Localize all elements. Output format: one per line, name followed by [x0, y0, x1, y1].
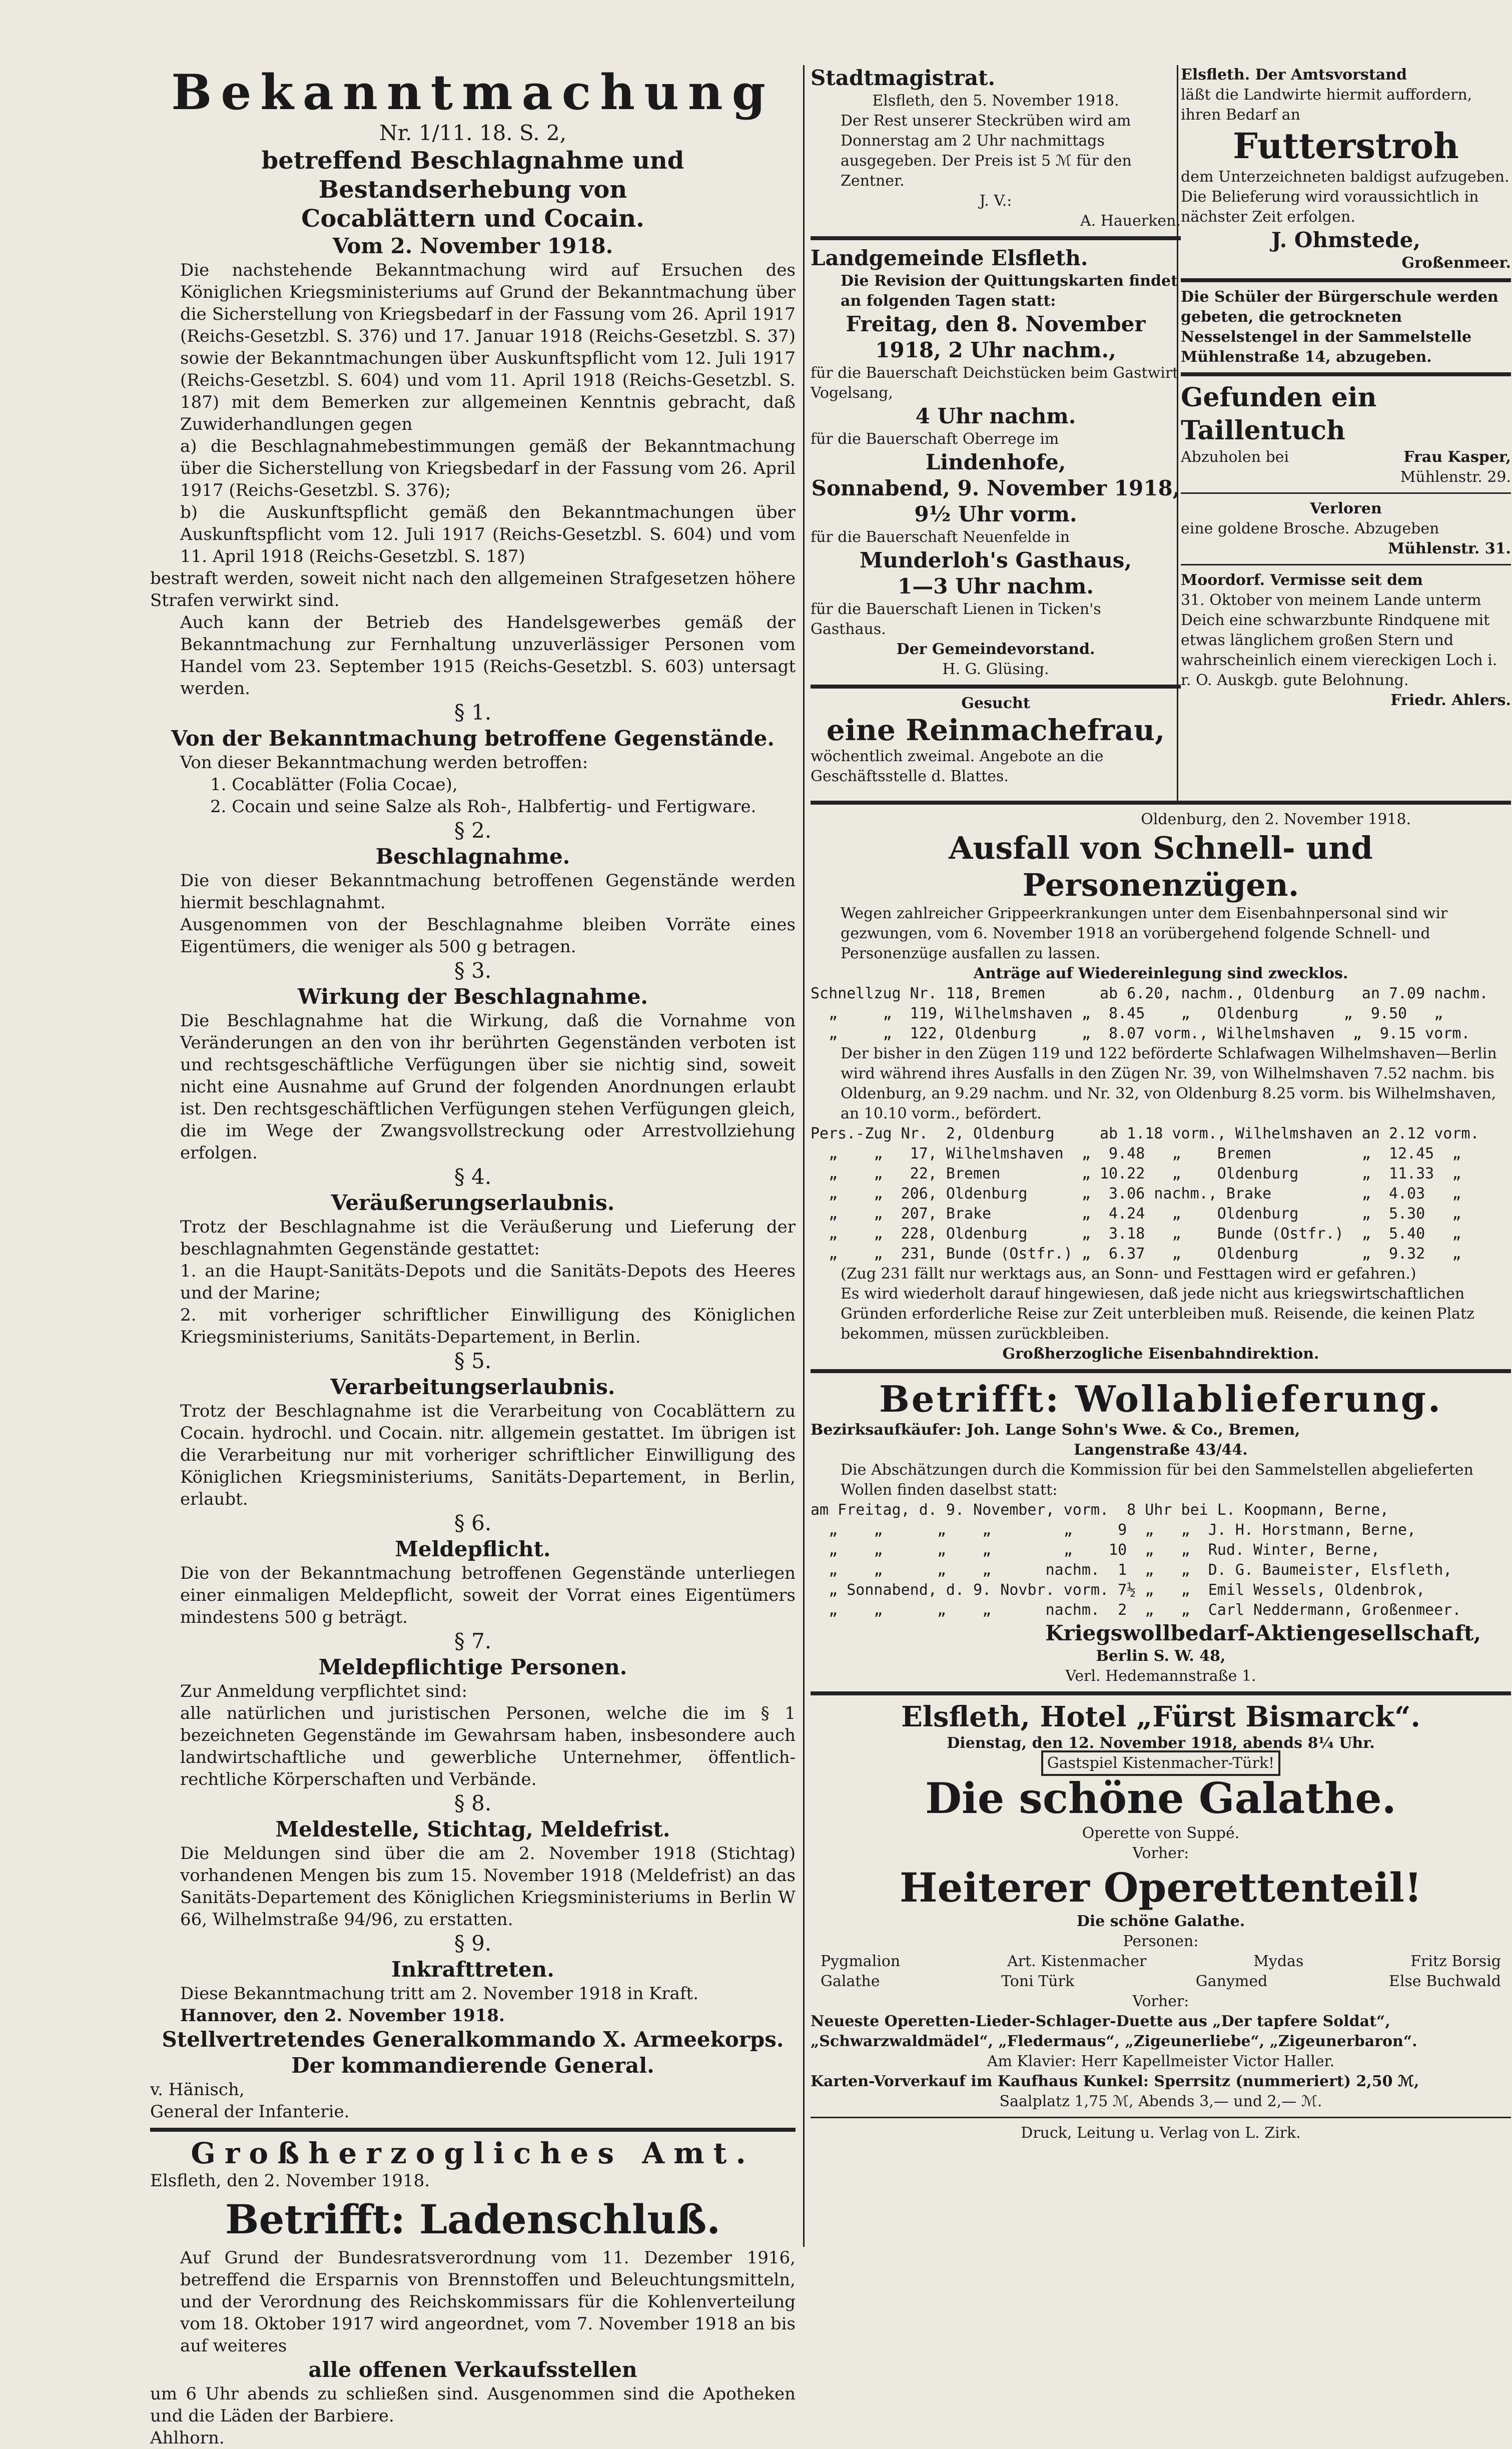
section-number: § 7. — [454, 1629, 492, 1653]
futterstroh-big: Futterstroh — [1233, 125, 1459, 167]
section-heading: Meldepflicht. — [395, 1537, 551, 1561]
place-date: Hannover, den 2. November 1918. — [180, 2006, 505, 2026]
woll-row: am Freitag, d. 9. November, vorm. 8 Uhr bei L. Koopmann, Berne, — [811, 1501, 1389, 1519]
divider — [811, 2117, 1511, 2118]
woll-row: „ Sonnabend, d. 9. Novbr. vorm. 7½ „ „ Emil Wessels, Oldenbrok, — [811, 1581, 1425, 1599]
paragraph: um 6 Uhr abends zu schließen sind. Ausgenommen sind die Apotheken und die Läden der Barbiere. — [150, 2384, 796, 2426]
train-table-express — [811, 984, 1511, 1044]
woll-row: „ „ „ „ „ 10 „ „ Rud. Winter, Berne, — [811, 1541, 1380, 1559]
bahn-note: Anträge auf Wiedereinlegung sind zwecklos. — [973, 965, 1348, 982]
gefunden-big: Gefunden ein Taillentuch — [1181, 382, 1377, 446]
paragraph: Es wird wiederholt darauf hingewiesen, daß jede nicht aus kriegswirtschaftlichen Gründen erforderliche Reise zur Zeit unterbleiben muß. Reisende, die keinen Platz bekommen, müssen zurückbleiben. — [841, 1285, 1474, 1343]
woll-address: Langenstraße 43/44. — [1074, 1441, 1248, 1459]
paragraph: Auf Grund der Bundesratsverordnung vom 11. Dezember 1916, betreffend die Ersparnis von Brennstoffen und Beleuchtungsmitteln, und der Verordnung des Reichskommissars für die Kohlenverteilung vom 18. Oktober 1917 wird angeordnet, vom 7. November 1918 an bis auf weiteres — [180, 2248, 796, 2356]
hotel-date: Dienstag, den 12. November 1918, abends 8¼ Uhr. — [947, 1734, 1375, 1752]
cast-row — [811, 1972, 1511, 1992]
section-heading: Meldepflichtige Personen. — [318, 1655, 627, 1679]
moordorf-heading: Moordorf. Vermisse seit dem — [1181, 571, 1423, 589]
hotel-gastspiel — [811, 1753, 1511, 1773]
signature-line: Stellvertretendes Generalkommando X. Armeekorps. — [162, 2027, 784, 2052]
train-row: „ „ 207, Brake „ 4.24 „ Oldenburg „ 5.30 „ — [811, 1205, 1461, 1222]
paragraph: Die von der Bekanntmachung betroffenen Gegenstände unterliegen einer einmaligen Meldepflicht, soweit der Vorrat eines Eigentümers mindestens 500 g beträgt. — [180, 1563, 796, 1627]
moordorf-signature: Friedr. Ahlers. — [1390, 692, 1511, 709]
section-number: § 8. — [454, 1791, 492, 1815]
divider — [1181, 372, 1511, 376]
woll-signature: Berlin S. W. 48, — [1096, 1647, 1226, 1665]
section-number: § 2. — [454, 818, 492, 843]
cast-actor: Art. Kistenmacher — [1007, 1953, 1147, 1970]
elsfleth-heading: Elsfleth. Der Amtsvorstand — [1181, 66, 1407, 84]
signature-name: v. Hänisch, — [150, 2080, 245, 2100]
paragraph: Die nachstehende Bekanntmachung wird auf Ersuchen des Königlichen Kriegsministeriums auf Grund der Bekanntmachung über die Sicherstellung von Kriegsbedarf in der Fassung vom 26. April 1917 (Reichs-Gesetzbl. S. 376) und 17. Januar 1918 (Reichs-Gesetzbl. S. 37) sowie der Bekanntmachungen über Auskunftspflicht vom 12. Juli 1917 (Reichs-Gesetzbl. S. 604) und vom 11. April 1918 (Reichs-Gesetzbl. S. 187) mit dem Bemerken zur allgemeinen Kenntnis gebracht, daß Zuwiderhandlungen gegen — [180, 260, 796, 434]
land-date: Sonnabend, 9. November 1918, 9½ Uhr vorm. — [811, 476, 1180, 526]
list-item: b) die Auskunftspflicht gemäß den Bekanntmachungen über Auskunftspflicht vom 12. Juli 1917 (Reichs-Gesetzbl. S. 604) und vom 11. April 1918 (Reichs-Gesetzbl. S. 187) — [180, 502, 796, 566]
notice-date: Vom 2. November 1918. — [332, 234, 613, 258]
paragraph: Die Revision der Quittungskarten findet an folgenden Tagen statt: — [841, 272, 1178, 310]
amt-emphasis: alle offenen Verkaufsstellen — [308, 2357, 637, 2382]
amt-heading: Betrifft: Ladenschluß. — [225, 2196, 721, 2243]
list-item: 2. Cocain und seine Salze als Roh-, Halbfertig- und Fertigware. — [210, 797, 757, 817]
hotel-subtitle: Operette von Suppé. — [1082, 1824, 1240, 1842]
hotel-tickets: Karten-Vorverkauf im Kaufhaus Kunkel: Sperrsitz (nummeriert) 2,50 ℳ, — [811, 2073, 1419, 2090]
list-item: 1. Cocablätter (Folia Cocae), — [210, 775, 458, 795]
cast-role: Ganymed — [1195, 1973, 1268, 1990]
paragraph: Der Rest unserer Steckrüben wird am Donnerstag am 2 Uhr nachmittags ausgegeben. Der Preis ist 5 ℳ für den Zentner. — [841, 112, 1132, 190]
hotel-galathe: Die schöne Galathe. — [1076, 1913, 1245, 1930]
paragraph: alle natürlichen und juristischen Personen, welche die im § 1 bezeichneten Gegenstände im Gewahrsam haben, insbesondere auch landwirtschaftliche und gewerbliche Unternehmer, öffentlich-rechtliche Körperschaften und Verbände. — [180, 1703, 796, 1789]
gesucht-big: eine Reinmachefrau, — [826, 713, 1165, 747]
train-row: „ „ 206, Oldenburg „ 3.06 nachm., Brake „ 4.03 „ — [811, 1185, 1461, 1202]
paragraph: dem Unterzeichneten baldigst aufzugeben. Die Belieferung wird voraussichtlich in nächster Zeit erfolgen. — [1181, 168, 1509, 226]
divider — [811, 801, 1511, 805]
paragraph: Ausgenommen von der Beschlagnahme bleiben Vorräte eines Eigentümers, die weniger als 500 g betragen. — [180, 915, 796, 957]
paragraph: läßt die Landwirte hiermit auffordern, ihren Bedarf an — [1181, 86, 1472, 124]
train-row: Pers.-Zug Nr. 2, Oldenburg ab 1.18 vorm., Wilhelmshaven an 2.12 vorm. — [811, 1125, 1479, 1142]
paragraph: Wegen zahlreicher Grippeerkrankungen unter dem Eisenbahnpersonal sind wir gezwungen, vom 6. November 1918 an vorübergehend folgende Schnell- und Personenzüge ausfallen zu lassen. — [841, 905, 1448, 962]
cast-role: Mydas — [1253, 1953, 1304, 1970]
train-row: „ „ 17, Wilhelmshaven „ 9.48 „ Bremen „ 12.45 „ — [811, 1145, 1461, 1162]
paragraph: 31. Oktober von meinem Lande unterm Deich eine schwarzbunte Rindquene mit etwas länglichem großen Stern und wahrscheinlich einem viereckigen Loch i. r. O. Auskgb. gute Belohnung. — [1181, 591, 1497, 689]
stadt-heading: Stadtmagistrat. — [811, 66, 996, 90]
bahn-date: Oldenburg, den 2. November 1918. — [1141, 811, 1411, 828]
paragraph: Trotz der Beschlagnahme ist die Veräußerung und Lieferung der beschlagnahmten Gegenstände gestattet: — [180, 1217, 796, 1259]
ohmstede-signature: J. Ohmstede, — [1271, 228, 1420, 252]
divider — [811, 236, 1181, 240]
paragraph: für die Bauerschaft Lienen in Ticken's Gasthaus. — [811, 600, 1101, 638]
notice-ref: Nr. 1/11. 18. S. 2, — [379, 121, 567, 145]
amt-title: Großherzogliches Amt. — [191, 2136, 755, 2170]
paragraph: Auch kann der Betrieb des Handelsgewerbes gemäß der Bekanntmachung zur Fernhaltung unzuverlässiger Personen vom Handel vom 23. September 1915 (Reichs-Gesetzbl. S. 603) untersagt werden. — [180, 613, 796, 699]
woll-table — [811, 1500, 1511, 1620]
divider — [811, 1369, 1511, 1373]
section-number: § 3. — [454, 958, 492, 983]
train-row: „ „ 228, Oldenburg „ 3.18 „ Bunde (Ostfr.) „ 5.40 „ — [811, 1225, 1461, 1243]
paragraph: wöchentlich zweimal. Angebote an die Geschäftsstelle d. Blattes. — [811, 748, 1104, 785]
hotel-tickets: Saalplatz 1,75 ℳ, Abends 3,— und 2,— ℳ. — [999, 2093, 1322, 2110]
hotel-title: Die schöne Galathe. — [925, 1773, 1396, 1823]
section-number: § 9. — [454, 1931, 492, 1956]
section-heading: Meldestelle, Stichtag, Meldefrist. — [275, 1817, 670, 1842]
land-heading: Landgemeinde Elsfleth. — [811, 246, 1088, 270]
paragraph: Der bisher in den Zügen 119 und 122 beförderte Schlafwagen Wilhelmshaven—Berlin wird während ihres Ausfalls in den Zügen Nr. 39, von Wilhelmshaven 7.52 nachm. bis Oldenburg, an 9.29 nachm. und Nr. 32, von Oldenburg 8.25 vorm. bis Wilhelmshaven, an 10.10 vorm., befördert. — [841, 1045, 1497, 1122]
divider — [1181, 492, 1511, 494]
paragraph: Neueste Operetten-Lieder-Schlager-Duette aus „Der tapfere Soldat“, „Schwarzwaldmädel“, „Fledermaus“, „Zigeunerliebe“, „Zigeunerbaron“. — [811, 2013, 1417, 2050]
cast-actor: Else Buchwald — [1388, 1973, 1501, 1990]
land-signature: Der Gemeindevorstand. — [896, 641, 1095, 658]
land-place: Lindenhofe, — [925, 450, 1066, 474]
bahn-heading: Ausfall von Schnell- und Personenzügen. — [949, 830, 1373, 903]
woll-heading: Betrifft: Wollablieferung. — [879, 1378, 1443, 1420]
left-column — [150, 64, 796, 2448]
paragraph: Diese Bekanntmachung tritt am 2. November 1918 in Kraft. — [180, 1984, 699, 2004]
paragraph: Trotz der Beschlagnahme ist die Verarbeitung von Cocablättern zu Cocain. hydrochl. und Cocain. nitr. allgemein gestattet. Im übrigen ist die Verarbeitung nur mit vorheriger schriftlicher Einwilligung des Königlichen Kriegsministeriums, Sanitäts-Departement, in Berlin, erlaubt. — [180, 1401, 796, 1509]
train-row: Schnellzug Nr. 118, Bremen ab 6.20, nachm., Oldenburg an 7.09 nachm. — [811, 985, 1488, 1002]
train-row: „ „ 122, Oldenburg „ 8.07 vorm., Wilhelmshaven „ 9.15 vorm. — [811, 1025, 1470, 1042]
right-wide-column — [811, 801, 1511, 2247]
cast-actor: Fritz Borsig — [1410, 1953, 1501, 1970]
paragraph: Die Abschätzungen durch die Kommission für bei den Sammelstellen abgelieferten Wollen finden daselbst statt: — [841, 1461, 1473, 1499]
paragraph: (Zug 231 fällt nur werktags aus, an Sonn- und Festtagen wird er gefahren.) — [841, 1265, 1416, 1283]
hotel-heading: Elsfleth, Hotel „Fürst Bismarck“. — [901, 1700, 1420, 1733]
section-heading: Inkrafttreten. — [391, 1957, 554, 1982]
paragraph: Die Beschlagnahme hat die Wirkung, daß die Vornahme von Veränderungen an den von ihr berührten Gegenständen verboten ist und rechtsgeschäftliche Verfügungen über sie nichtig sind, soweit nicht eine Ausnahme auf Grund der folgenden Anordnungen erlaubt ist. Den rechtsgeschäftlichen Verfügungen stehen Verfügungen gleich, die im Wege der Zwangsvollstreckung oder Arrestvollziehung erfolgen. — [180, 1011, 796, 1163]
woll-signature: Kriegswollbedarf-Aktiengesellschaft, — [1045, 1621, 1481, 1645]
paragraph: eine goldene Brosche. Abzugeben — [1181, 520, 1439, 537]
list-item: 2. mit vorheriger schriftlicher Einwilligung des Königlichen Kriegsministeriums, Sanitäts-Departement, in Berlin. — [180, 1305, 796, 1347]
verloren-heading: Verloren — [1310, 500, 1382, 517]
hotel-gastspiel-label: Gastspiel Kistenmacher-Türk! — [1041, 1750, 1280, 1776]
paragraph: Die Meldungen sind über die am 2. November 1918 (Stichtag) vorhandenen Mengen bis zum 15. November 1918 (Meldefrist) an das Sanitäts-Departement des Königlichen Kriegsministeriums in Berlin W 66, Wilhelmstraße 94/96, zu erstatten. — [180, 1844, 796, 1930]
divider — [811, 1691, 1511, 1695]
land-signature: H. G. Glüsing. — [942, 661, 1049, 678]
bahn-signature: Großherzogliche Eisenbahndirektion. — [1002, 1345, 1319, 1363]
train-row: „ „ 119, Wilhelmshaven „ 8.45 „ Oldenburg „ 9.50 „ — [811, 1005, 1443, 1022]
paragraph: Von dieser Bekanntmachung werden betroffen: — [180, 753, 588, 773]
section-heading: Verarbeitungserlaubnis. — [330, 1375, 615, 1399]
notice-subtitle: betreffend Beschlagnahme und Bestandserhebung von — [261, 147, 684, 204]
stadt-iv: J. V.: — [979, 192, 1012, 210]
land-time: 4 Uhr nachm. — [915, 404, 1076, 428]
land-place: Munderloh's Gasthaus, — [859, 548, 1132, 572]
notice-title: Bekanntmachung — [171, 64, 775, 121]
amt-date: Elsfleth, den 2. November 1918. — [150, 2171, 430, 2191]
hotel-vorher: Vorher: — [1132, 1993, 1189, 2010]
section-heading: Veräußerungserlaubnis. — [331, 1190, 615, 1215]
paragraph: für die Bauerschaft Deichstücken beim Gastwirt Vogelsang, — [811, 364, 1179, 402]
land-time: 1—3 Uhr nachm. — [898, 574, 1094, 598]
section-heading: Von der Bekanntmachung betroffene Gegenstände. — [171, 726, 775, 751]
right-column — [1181, 65, 1511, 816]
amt-signature: Ahlhorn. — [150, 2428, 225, 2448]
woll-row: „ „ „ „ „ 9 „ „ J. H. Horstmann, Berne, — [811, 1521, 1416, 1539]
signature-rank: General der Infanterie. — [150, 2102, 350, 2122]
verloren-address: Mühlenstr. 31. — [1387, 540, 1511, 557]
cast-row — [811, 1952, 1511, 1972]
land-date: Freitag, den 8. November 1918, 2 Uhr nachm., — [846, 312, 1146, 362]
signature-line: Der kommandierende General. — [291, 2053, 654, 2078]
hotel-personen: Personen: — [1123, 1933, 1199, 1950]
hotel-vorher: Vorher: — [1132, 1845, 1189, 1862]
section-number: § 4. — [454, 1164, 492, 1189]
train-table-passenger — [811, 1124, 1511, 1264]
paragraph: bestraft werden, soweit nicht nach den allgemeinen Strafgesetzen höhere Strafen verwirkt sind. — [150, 568, 796, 610]
gefunden-address: Mühlenstr. 29. — [1400, 468, 1511, 486]
woll-signature: Verl. Hedemannstraße 1. — [1065, 1667, 1256, 1685]
list-item: a) die Beschlagnahmebestimmungen gemäß der Bekanntmachung über die Sicherstellung von Kriegsbedarf in der Fassung vom 26. April 1917 (Reichs-Gesetzbl. S. 376); — [180, 436, 796, 500]
paragraph: für die Bauerschaft Oberrege im — [811, 430, 1059, 448]
train-row: „ „ 22, Bremen „ 10.22 „ Oldenburg „ 11.33 „ — [811, 1165, 1461, 1182]
section-number: § 1. — [454, 700, 492, 725]
paragraph: für die Bauerschaft Neuenfelde in — [811, 528, 1070, 546]
train-row: „ „ 231, Bunde (Ostfr.) „ 6.37 „ Oldenburg „ 9.32 „ — [811, 1245, 1461, 1263]
divider — [150, 2128, 796, 2132]
section-number: § 6. — [454, 1511, 492, 1535]
divider — [1181, 278, 1511, 282]
middle-column — [811, 65, 1181, 816]
stadt-date: Elsfleth, den 5. November 1918. — [872, 92, 1119, 110]
notice-subtitle: Cocablättern und Cocain. — [301, 205, 644, 233]
cast-role: Pygmalion — [821, 1953, 901, 1970]
section-number: § 5. — [454, 1349, 492, 1373]
gefunden-who: Frau Kasper, — [1403, 448, 1511, 466]
imprint: Druck, Leitung u. Verlag von L. Zirk. — [1021, 2124, 1301, 2142]
hotel-piano: Am Klavier: Herr Kapellmeister Victor Haller. — [987, 2053, 1335, 2070]
list-item: 1. an die Haupt-Sanitäts-Depots und die Sanitäts-Depots des Heeres und der Marine; — [180, 1261, 796, 1303]
paragraph: Zur Anmeldung verpflichtet sind: — [180, 1681, 467, 1701]
column-rule — [803, 65, 805, 2247]
cast-actor: Toni Türk — [1001, 1973, 1075, 1990]
ohmstede-place: Großenmeer. — [1401, 254, 1511, 272]
woll-row: „ „ „ „ nachm. 2 „ „ Carl Neddermann, Großenmeer. — [811, 1601, 1461, 1619]
paragraph: Die Schüler der Bürgerschule werden gebeten, die getrockneten Nesselstengel in der Sammelstelle Mühlenstraße 14, abzugeben. — [1181, 288, 1498, 366]
gefunden-row — [1181, 447, 1511, 467]
divider — [1181, 564, 1511, 565]
stadt-signature: A. Hauerken. — [1080, 212, 1181, 230]
cast-role: Galathe — [821, 1973, 880, 1990]
divider — [811, 685, 1181, 689]
paragraph: Die von dieser Bekanntmachung betroffenen Gegenstände werden hiermit beschlagnahmt. — [180, 871, 796, 913]
gefunden-text: Abzuholen bei — [1181, 448, 1289, 466]
woll-buyer: Bezirksaufkäufer: Joh. Lange Sohn's Wwe. & Co., Bremen, — [811, 1421, 1300, 1439]
hotel-title-2: Heiterer Operettenteil! — [899, 1864, 1422, 1911]
gesucht-heading: Gesucht — [961, 695, 1030, 712]
section-heading: Beschlagnahme. — [375, 844, 570, 869]
section-heading: Wirkung der Beschlagnahme. — [297, 984, 648, 1009]
woll-row: „ „ „ „ nachm. 1 „ „ D. G. Baumeister, Elsfleth, — [811, 1561, 1452, 1579]
